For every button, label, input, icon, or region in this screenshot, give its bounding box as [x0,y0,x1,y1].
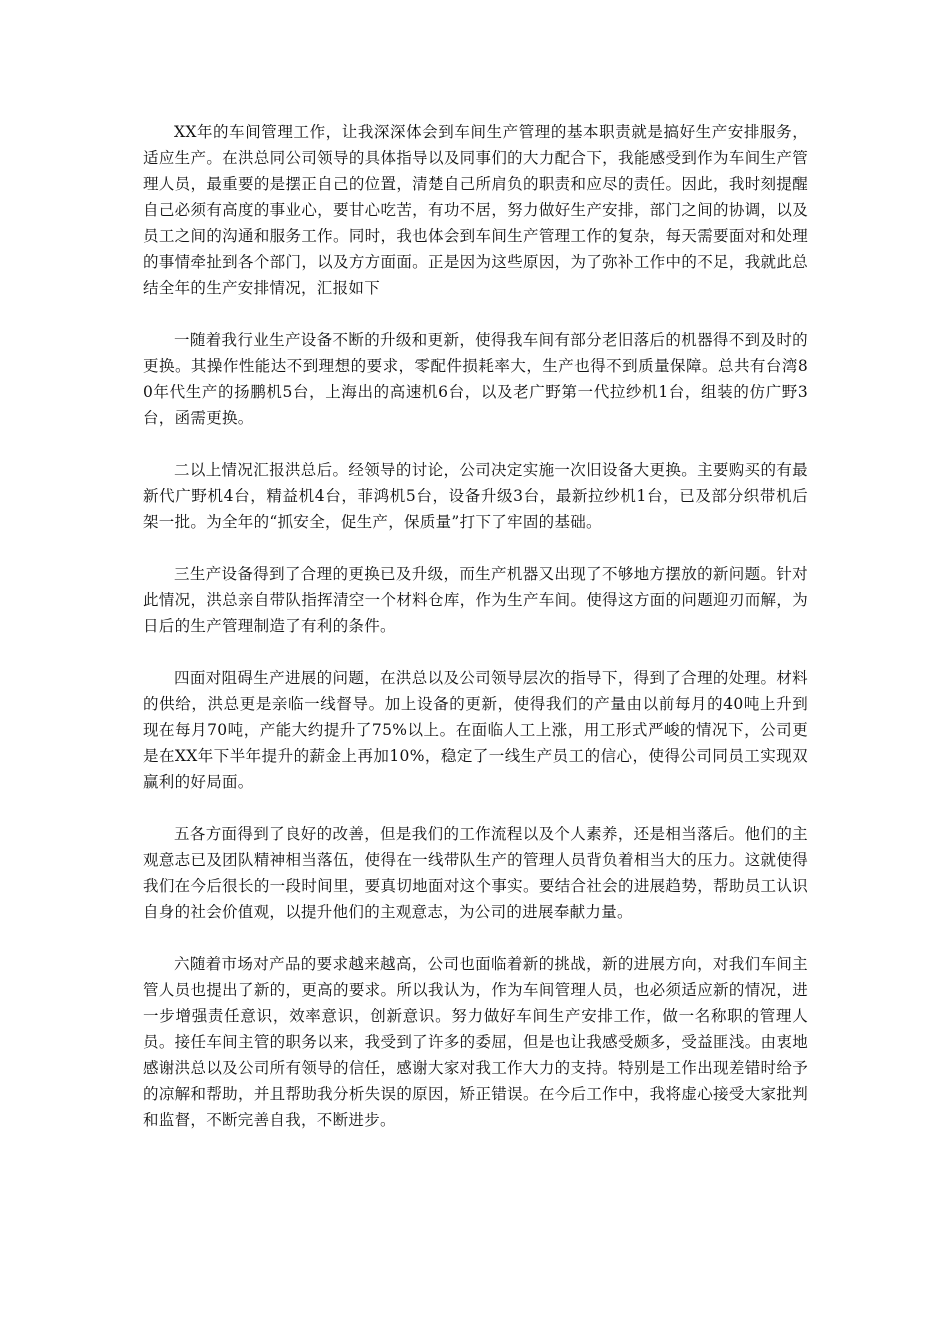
paragraph-item-2: 二以上情况汇报洪总后。经领导的讨论，公司决定实施一次旧设备大更换。主要购买的有最新代广野机4台，精益机4台，菲鸿机5台，设备升级3台，最新拉纱机1台，已及部分织带机后架一批。为全年的“抓安全，促生产，保质量”打下了牢固的基础。 [143,461,808,531]
paragraph-item-5: 五各方面得到了良好的改善，但是我们的工作流程以及个人素养，还是相当落后。他们的主观意志已及团队精神相当落伍，使得在一线带队生产的管理人员背负着相当大的压力。这就使得我们在今后很长的一段时间里，要真切地面对这个事实。要结合社会的进展趋势，帮助员工认识自身的社会价值观，以提升他们的主观意志，为公司的进展奉献力量。 [143,825,808,921]
paragraph-item-6: 六随着市场对产品的要求越来越高，公司也面临着新的挑战，新的进展方向，对我们车间主管人员也提出了新的，更高的要求。所以我认为，作为车间管理人员，也必须适应新的情况，进一步增强责任意识，效率意识，创新意识。努力做好车间生产安排工作，做一名称职的管理人员。接任车间主管的职务以来，我受到了许多的委屈，但是也让我感受颇多，受益匪浅。由衷地感谢洪总以及公司所有领导的信任，感谢大家对我工作大力的支持。特别是工作出现差错时给予的凉解和帮助，并且帮助我分析失误的原因，矫正错误。在今后工作中，我将虚心接受大家批判和监督，不断完善自我，不断进步。 [143,955,808,1129]
document-body [143,119,808,1159]
paragraph-item-4: 四面对阻碍生产进展的问题，在洪总以及公司领导层次的指导下，得到了合理的处理。材料的供给，洪总更是亲临一线督导。加上设备的更新，使得我们的产量由以前每月的40吨上升到现在每月70吨，产能大约提升了75%以上。在面临人工上涨，用工形式严峻的情况下，公司更是在XX年下半年提升的薪金上再加10%，稳定了一线生产员工的信心，使得公司同员工实现双赢利的好局面。 [143,669,808,791]
paragraph-item-1: 一随着我行业生产设备不断的升级和更新，使得我车间有部分老旧落后的机器得不到及时的更换。其操作性能达不到理想的要求，零配件损耗率大，生产也得不到质量保障。总共有台湾80年代生产的扬鹏机5台，上海出的高速机6台，以及老广野第一代拉纱机1台，组装的仿广野3台，函需更换。 [143,331,808,427]
paragraph-intro: XX年的车间管理工作，让我深深体会到车间生产管理的基本职责就是搞好生产安排服务，适应生产。在洪总同公司领导的具体指导以及同事们的大力配合下，我能感受到作为车间生产管理人员，最重要的是摆正自己的位置，清楚自己所肩负的职责和应尽的责任。因此，我时刻提醒自己必须有高度的事业心，要甘心吃苦，有功不居，努力做好生产安排，部门之间的协调，以及员工之间的沟通和服务工作。同时，我也体会到车间生产管理工作的复杂，每天需要面对和处理的事情牵扯到各个部门，以及方方面面。正是因为这些原因，为了弥补工作中的不足，我就此总结全年的生产安排情况，汇报如下 [143,123,808,297]
paragraph-item-3: 三生产设备得到了合理的更换已及升级，而生产机器又出现了不够地方摆放的新问题。针对此情况，洪总亲自带队指挥清空一个材料仓库，作为生产车间。使得这方面的问题迎刃而解，为日后的生产管理制造了有利的条件。 [143,565,808,635]
